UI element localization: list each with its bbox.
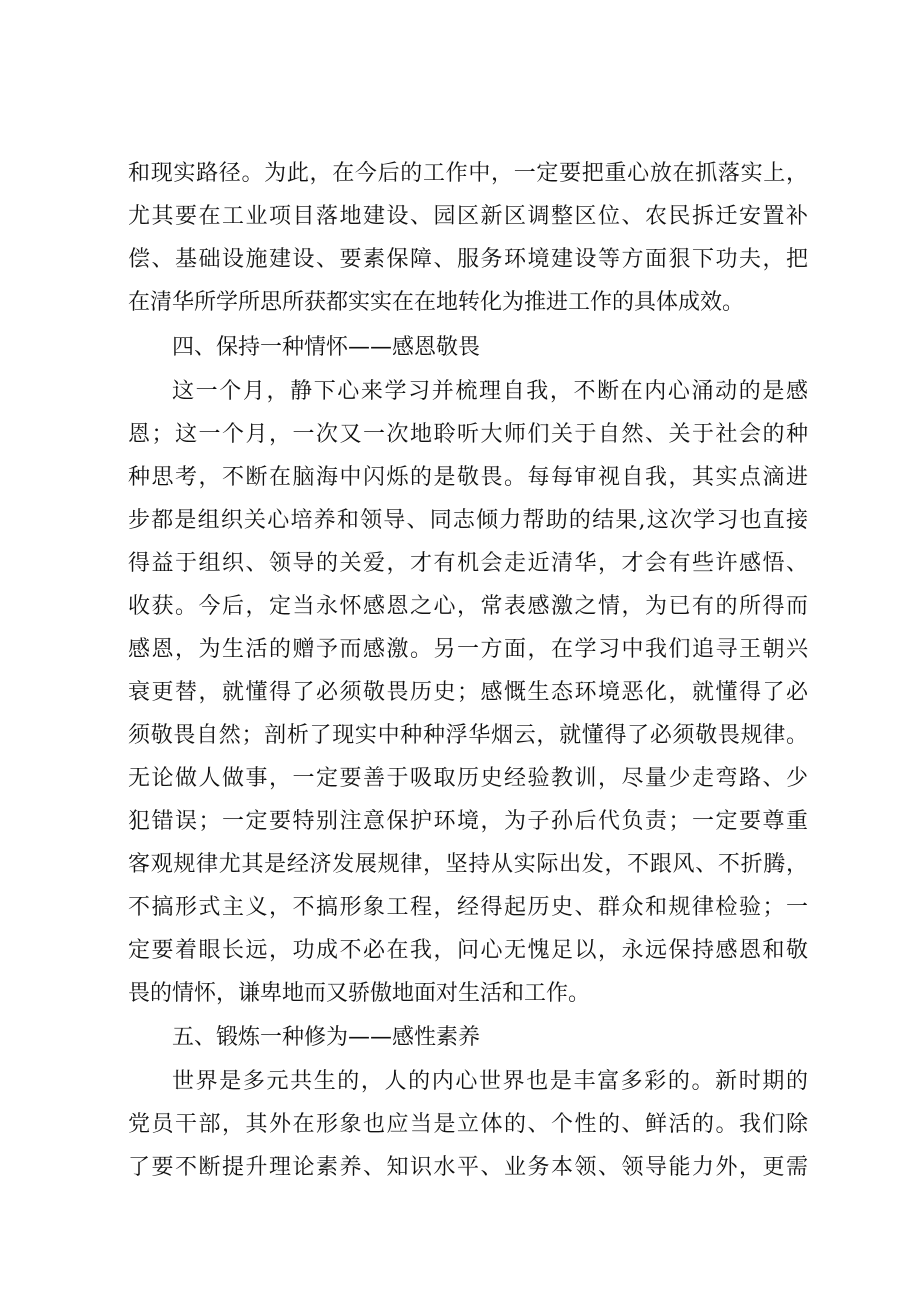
- paragraph-4-line: 畏的情怀，谦卑地而又骄傲地面对生活和工作。: [128, 981, 591, 1006]
- section-heading-4: 四、保持一种情怀——感恩敬畏: [172, 335, 481, 360]
- paragraph-4-line: 无论做人做事，一定要善于吸取历史经验教训，尽量少走弯路、少: [128, 766, 808, 791]
- paragraph-4-line: 不搞形式主义，不搞形象工程，经得起历史、群众和规律检验；一: [128, 895, 808, 920]
- paragraph-5-line: 党员干部，其外在形象也应当是立体的、个性的、鲜活的。我们除: [128, 1112, 808, 1137]
- paragraph-4-line: 得益于组织、领导的关爱，才有机会走近清华，才会有些许感悟、: [128, 551, 808, 576]
- paragraph-intro-line: 偿、基础设施建设、要素保障、服务环境建设等方面狠下功夫，把: [128, 247, 808, 272]
- paragraph-4-line: 感恩，为生活的赠予而感激。另一方面，在学习中我们追寻王朝兴: [128, 637, 808, 662]
- paragraph-intro-line: 尤其要在工业项目落地建设、园区新区调整区位、农民拆迁安置补: [128, 204, 808, 229]
- paragraph-4-line: 恩；这一个月，一次又一次地聆听大师们关于自然、关于社会的种: [128, 422, 808, 447]
- paragraph-4-line: 须敬畏自然；剖析了现实中种种浮华烟云，就懂得了必须敬畏规律。: [128, 723, 808, 748]
- paragraph-4-line: 客观规律尤其是经济发展规律，坚持从实际出发，不跟风、不折腾，: [128, 852, 808, 877]
- paragraph-5-line: 了要不断提升理论素养、知识水平、业务本领、领导能力外，更需: [128, 1155, 808, 1180]
- paragraph-4-line: 收获。今后，定当永怀感恩之心，常表感激之情，为已有的所得而: [128, 594, 808, 619]
- paragraph-4-line: 衰更替，就懂得了必须敬畏历史；感慨生态环境恶化，就懂得了必: [128, 680, 808, 705]
- paragraph-5-line: 世界是多元共生的，人的内心世界也是丰富多彩的。新时期的: [172, 1069, 808, 1094]
- paragraph-4-line: 定要着眼长远，功成不必在我，问心无愧足以，永远保持感恩和敬: [128, 938, 808, 963]
- paragraph-4-line: 种思考，不断在脑海中闪烁的是敬畏。每每审视自我，其实点滴进: [128, 465, 808, 490]
- paragraph-4-line: 步都是组织关心培养和领导、同志倾力帮助的结果,这次学习也直接: [128, 508, 808, 533]
- section-heading-5: 五、锻炼一种修为——感性素养: [172, 1025, 481, 1050]
- paragraph-intro-line: 在清华所学所思所获都实实在在地转化为推进工作的具体成效。: [128, 290, 745, 315]
- paragraph-4-line: 犯错误；一定要特别注意保护环境，为子孙后代负责；一定要尊重: [128, 809, 808, 834]
- paragraph-intro-line: 和现实路径。为此，在今后的工作中，一定要把重心放在抓落实上，: [128, 161, 808, 186]
- paragraph-4-line: 这一个月，静下心来学习并梳理自我，不断在内心涌动的是感: [172, 379, 808, 404]
